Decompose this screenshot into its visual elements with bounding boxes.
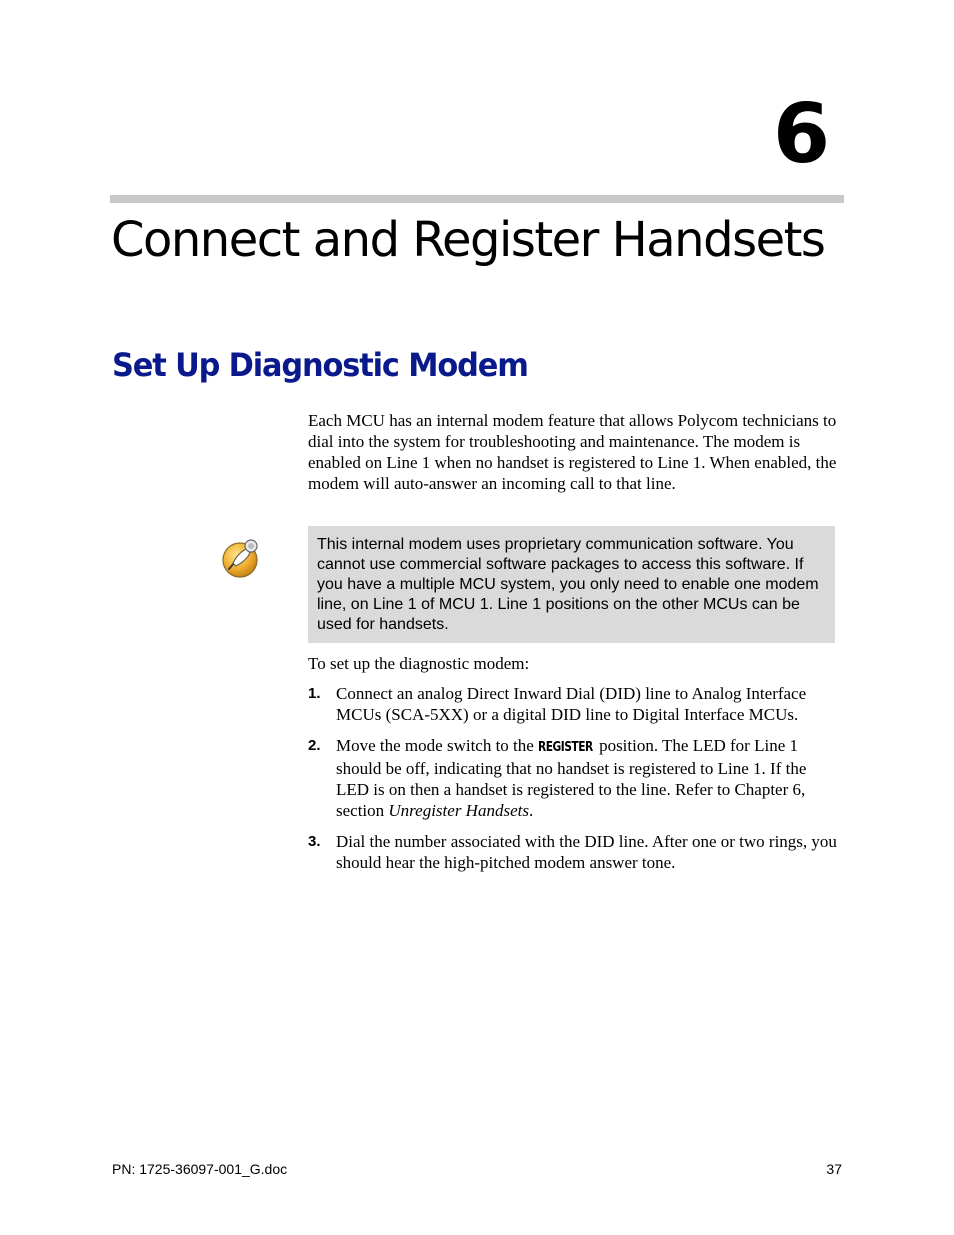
step-text-before: Move the mode switch to the [336,736,539,755]
step-text-end: . [528,801,534,820]
note-pin-icon [220,535,264,581]
footer-page-number: 37 [826,1161,842,1177]
section-title: Set Up Diagnostic Modem [112,346,528,384]
section-reference: Unregister Handsets [388,801,529,820]
footer-part-number: PN: 1725-36097-001_G.doc [112,1161,288,1177]
step-number: 2. [308,737,321,754]
register-keyword: REGISTER [538,740,593,755]
intro-paragraph: Each MCU has an internal modem feature that allows Polycom technicians to dial into the system for troubleshooting and maintenance. The modem is enabled on Line 1 when no handset is registered to Line 1. When enabled, the modem will auto-answer an incoming call to that line. [308,411,837,493]
step-number: 3. [308,833,321,850]
step-text: Connect an analog Direct Inward Dial (DID) line to Analog Interface MCUs (SCA-5XX) or a digital DID line to Digital Interface MCUs. [336,684,807,724]
step-text-after: position. The LED for Line 1 should be off, indicating that no handset is registered to Line 1. If the LED is on then a handset is registered to the line. Refer to Chapter 6, section [336,736,807,820]
chapter-title: Connect and Register Handsets [111,212,825,268]
step-number: 1. [308,685,321,702]
procedure-steps [308,683,838,883]
list-item [308,831,838,873]
step-text: Dial the number associated with the DID line. After one or two rings, you should hear the high-pitched modem answer tone. [336,832,837,872]
note-box [308,526,835,643]
list-item [308,683,838,725]
chapter-number: 6 [772,87,830,182]
chapter-divider [110,195,844,203]
list-item [308,735,838,821]
procedure-lead: To set up the diagnostic modem: [308,654,530,673]
note-text: This internal modem uses proprietary communication software. You cannot use commercial software packages to access this software. If you have a multiple MCU system, you only need to enable one modem line, on Line 1 of MCU 1. Line 1 positions on the other MCUs can be used for handsets. [317,536,819,633]
